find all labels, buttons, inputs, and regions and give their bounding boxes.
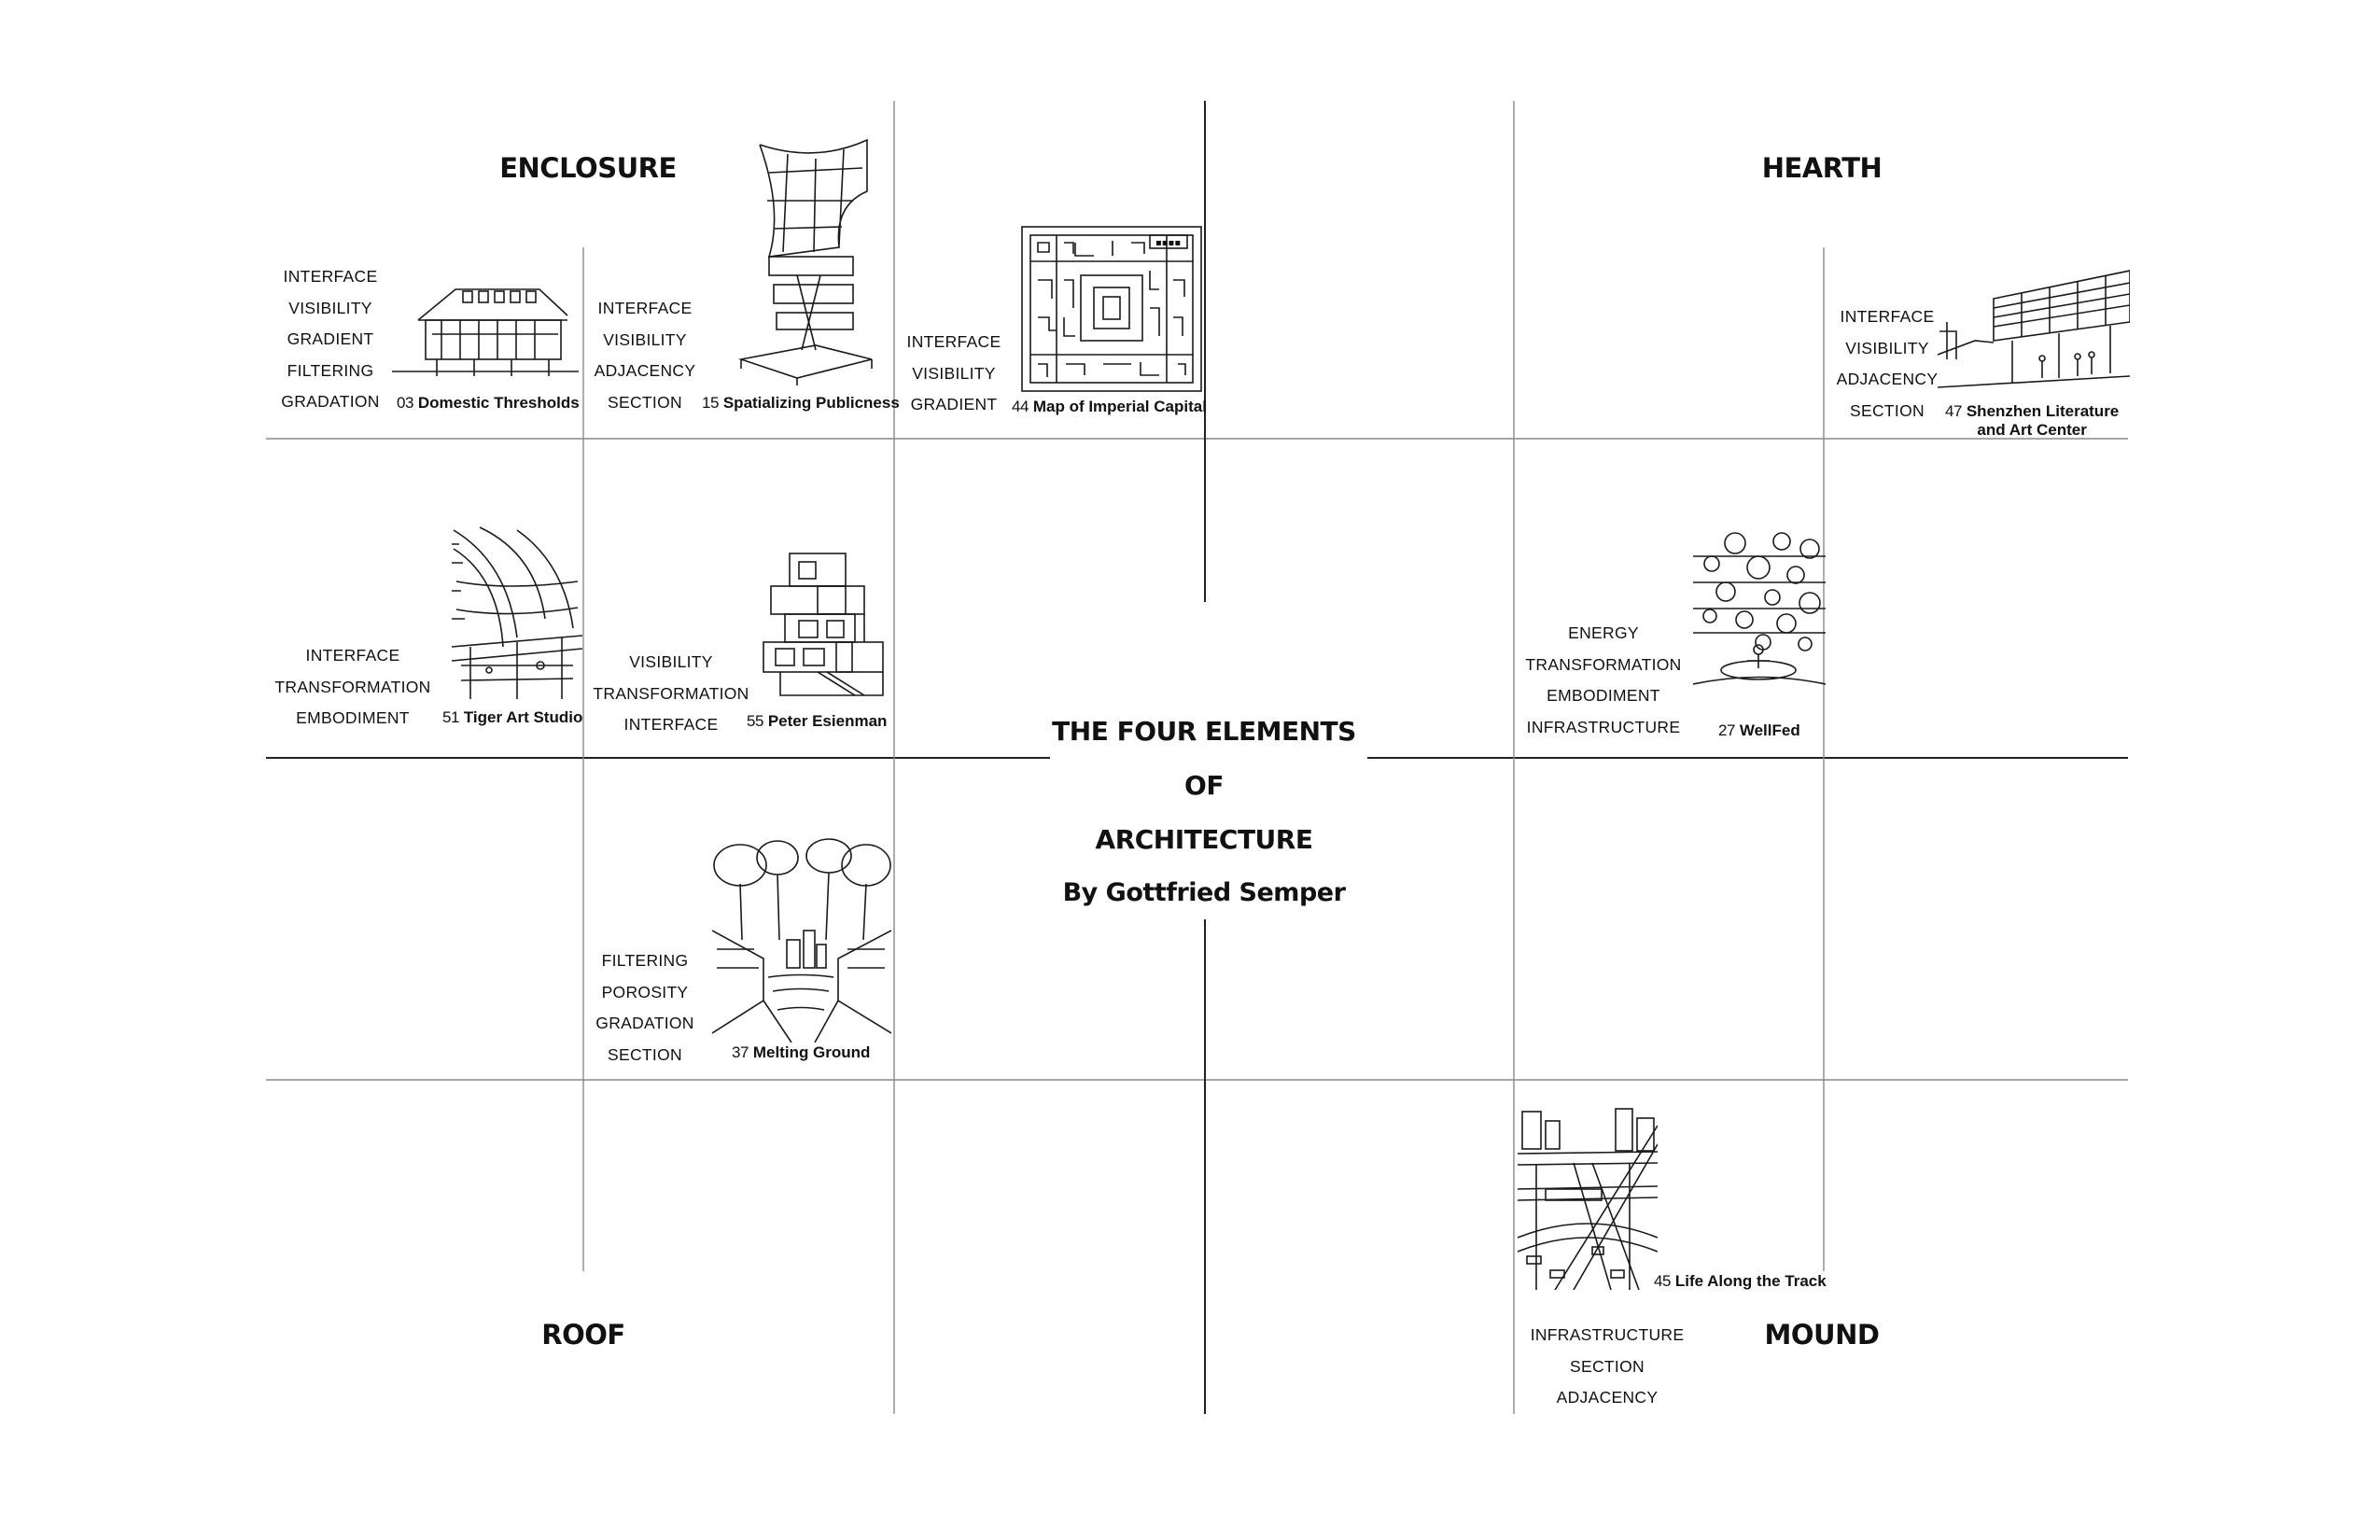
tag: INTERFACE [305, 646, 400, 665]
tag: POROSITY [601, 982, 689, 1001]
tag: ADJACENCY [1556, 1388, 1659, 1407]
tree-canyon-sketch-icon [712, 837, 891, 1043]
tag: TRANSFORMATION [1525, 654, 1682, 674]
project-name: Melting Ground [752, 1043, 871, 1061]
title-subtitle: By Gottfried Semper [1062, 878, 1346, 907]
tag: INTERFACE [623, 715, 719, 734]
project-number: 37 [732, 1043, 749, 1061]
tag: SECTION [1850, 400, 1925, 420]
tag: VISIBILITY [603, 329, 687, 349]
tag: TRANSFORMATION [274, 677, 431, 696]
project-name: Tiger Art Studio [463, 708, 583, 726]
tag: INTERFACE [906, 332, 1001, 351]
project-name: Domestic Thresholds [417, 394, 580, 412]
project-47-tags [1837, 301, 1939, 427]
stilt-house-sketch-icon [390, 278, 579, 381]
project-number: 51 [442, 708, 460, 726]
tag: GRADIENT [287, 329, 374, 348]
project-number: 47 [1945, 402, 1963, 420]
tag: VISIBILITY [912, 363, 996, 383]
project-name: Spatializing Publicness [722, 394, 900, 412]
project-15-caption [702, 394, 900, 413]
project-44-tags [907, 327, 1001, 421]
tag: EMBODIMENT [296, 708, 410, 727]
project-number: 03 [397, 394, 414, 412]
tag: INTERFACE [597, 299, 693, 317]
tag: VISIBILITY [629, 652, 713, 671]
project-name: Peter Esienman [767, 712, 888, 730]
city-map-sketch-icon [1019, 224, 1204, 394]
tag: SECTION [608, 392, 682, 412]
project-27-caption [1718, 721, 1800, 740]
tag: VISIBILITY [288, 298, 372, 317]
project-27-tags [1525, 618, 1681, 743]
project-number: 15 [702, 394, 720, 412]
bubble-pool-sketch-icon [1693, 530, 1826, 691]
project-37-caption [732, 1043, 870, 1062]
diagram-title [1036, 705, 1372, 919]
project-51-caption [442, 708, 582, 727]
project-number: 55 [747, 712, 764, 730]
heading-mound: MOUND [1764, 1319, 1880, 1351]
project-name: Life Along the Track [1674, 1272, 1827, 1290]
tag: EMBODIMENT [1547, 686, 1660, 705]
project-44-caption [1012, 398, 1207, 416]
project-name: WellFed [1739, 721, 1800, 739]
rail-interchange-sketch-icon [1518, 1107, 1658, 1290]
tag: SECTION [1570, 1356, 1645, 1376]
tag: ENERGY [1568, 623, 1639, 642]
project-03-tags [281, 261, 379, 418]
svg-text:▪▪▪▪: ▪▪▪▪ [1155, 238, 1182, 248]
project-51-tags [274, 640, 430, 735]
project-number: 45 [1654, 1272, 1672, 1290]
heading-roof: ROOF [541, 1319, 625, 1351]
project-03-caption [397, 394, 580, 413]
tag: ADJACENCY [1836, 370, 1939, 388]
tag: SECTION [608, 1044, 682, 1064]
title-line-1: THE FOUR ELEMENTS OF [1052, 716, 1356, 801]
tag: GRADIENT [910, 395, 998, 413]
project-number: 27 [1718, 721, 1736, 739]
project-number: 44 [1012, 398, 1029, 415]
elevated-building-sketch-icon [1938, 266, 2130, 397]
project-55-tags [593, 647, 749, 741]
tag: FILTERING [287, 360, 374, 380]
project-37-tags [595, 945, 693, 1071]
tag: INFRASTRUCTURE [1530, 1325, 1685, 1344]
project-name-line-1: Shenzhen Literature [1966, 402, 2120, 420]
project-15-tags [595, 293, 696, 418]
twisting-tower-sketch-icon [732, 135, 881, 387]
tag: INFRASTRUCTURE [1526, 717, 1681, 736]
heading-enclosure: ENCLOSURE [499, 152, 677, 184]
tag: VISIBILITY [1845, 338, 1929, 357]
tag: FILTERING [601, 951, 689, 970]
title-line-2: ARCHITECTURE [1095, 824, 1313, 855]
project-55-caption [747, 712, 887, 731]
project-45-caption [1654, 1272, 1827, 1291]
heading-hearth: HEARTH [1761, 152, 1883, 184]
tag: GRADATION [281, 392, 380, 411]
tag: ADJACENCY [594, 361, 696, 380]
tag: INTERFACE [283, 267, 378, 286]
tag: GRADATION [595, 1014, 694, 1032]
project-name-line-2: and Art Center [1977, 421, 2087, 439]
project-name: Map of Imperial Capital [1032, 398, 1207, 415]
stacked-cubes-sketch-icon [762, 551, 892, 700]
project-47-caption [1945, 402, 2119, 440]
interior-structure-sketch-icon [452, 525, 582, 701]
tag: INTERFACE [1840, 307, 1935, 326]
project-45-tags [1531, 1320, 1685, 1414]
tag: TRANSFORMATION [593, 683, 749, 703]
